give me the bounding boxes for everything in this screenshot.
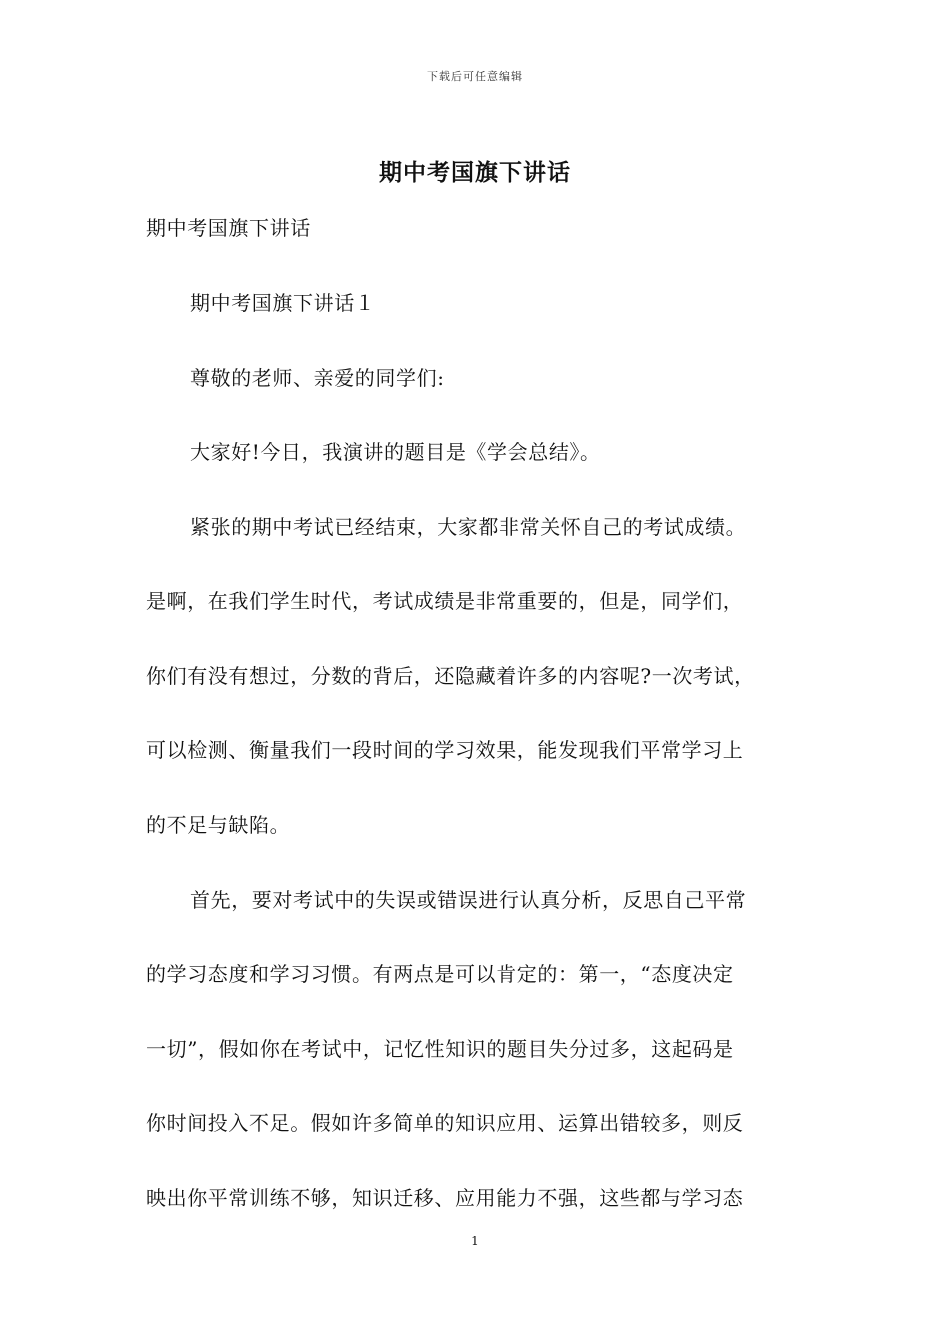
- document-title: 期中考国旗下讲话: [379, 159, 571, 186]
- section-heading: 期中考国旗下讲话１: [190, 291, 376, 315]
- paragraph-line: 你们有没有想过，分数的背后，还隐藏着许多的内容呢?一次考试，: [146, 664, 755, 688]
- speech-topic-line: 大家好!今日，我演讲的题目是《学会总结》。: [190, 440, 601, 464]
- paragraph-line: 映出你平常训练不够，知识迁移、应用能力不强，这些都与学习态: [146, 1186, 744, 1210]
- paragraph-line: 的学习态度和学习习惯。有两点是可以肯定的：第一，“态度决定: [146, 962, 734, 986]
- subtitle-line: 期中考国旗下讲话: [146, 216, 311, 240]
- greeting-line: 尊敬的老师、亲爱的同学们:: [190, 366, 445, 390]
- paragraph-line: 可以检测、衡量我们一段时间的学习效果，能发现我们平常学习上: [146, 738, 744, 762]
- paragraph-line: 的不足与缺陷。: [146, 813, 291, 837]
- paragraph-line: 紧张的期中考试已经结束，大家都非常关怀自己的考试成绩。: [190, 515, 747, 539]
- page-number: 1: [471, 1234, 479, 1248]
- paragraph-line: 一切”，假如你在考试中，记忆性知识的题目失分过多，这起码是: [146, 1037, 734, 1061]
- paragraph-line: 你时间投入不足。假如许多简单的知识应用、运算出错较多，则反: [146, 1111, 744, 1135]
- paragraph-line: 首先，要对考试中的失误或错误进行认真分析，反思自己平常: [190, 888, 747, 912]
- header-note: 下载后可任意编辑: [427, 70, 523, 83]
- paragraph-line: 是啊，在我们学生时代，考试成绩是非常重要的，但是，同学们，: [146, 589, 744, 613]
